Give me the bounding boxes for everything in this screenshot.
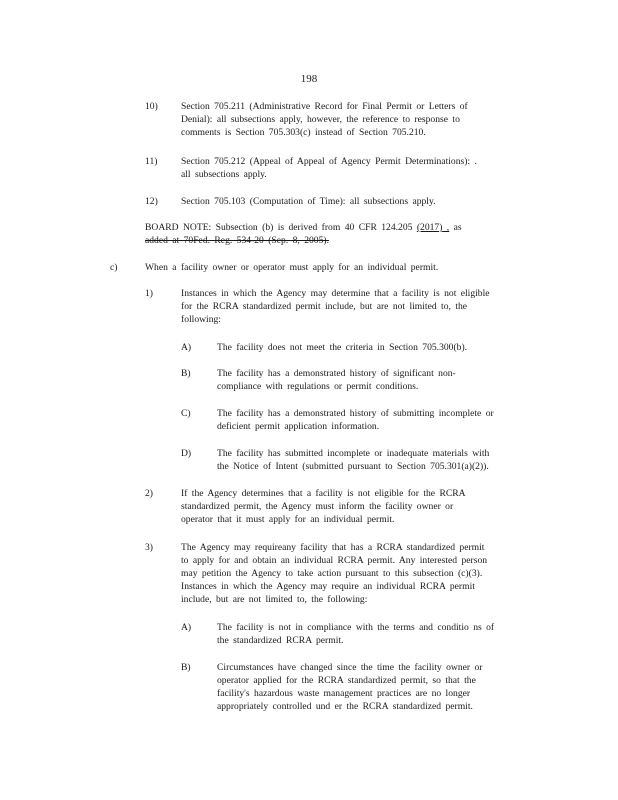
text-line: compliance with regulations or permit conditions.: [217, 381, 419, 392]
item-12: [0, 195, 618, 209]
text-line: appropriately controlled und er the RCRA standardized permit.: [217, 701, 473, 712]
item-c-1: [0, 287, 618, 327]
text-line: Section 705.211 (Administrative Record for Final Permit or Letters of: [181, 101, 468, 112]
item-number: c): [110, 262, 118, 273]
text-line: Instances in which the Agency may require an individual RCRA permit: [181, 581, 475, 592]
item-number: 3): [145, 542, 153, 553]
item-number: 1): [145, 288, 153, 299]
text-line: The facility is not in compliance with the terms and conditio ns of: [217, 622, 495, 633]
text-line: facility's hazardous waste management practices are no longer: [217, 688, 471, 699]
text-line: The facility does not meet the criteria in Section 705.300(b).: [217, 342, 468, 353]
item-number: 10): [145, 101, 158, 112]
item-c-1-A: [0, 341, 618, 355]
item-number: A): [181, 342, 192, 353]
text-line: following:: [181, 314, 221, 325]
text-line: The facility has a demonstrated history of submitting incomplete or: [217, 408, 494, 419]
item-c-3-A: [0, 621, 618, 649]
text-line: Denial): all subsections apply, however, the reference to response to: [181, 114, 460, 125]
text-line: When a facility owner or operator must apply for an individual permit.: [145, 262, 439, 273]
item-number: D): [181, 448, 192, 459]
text-line: comments is Section 705.303(c) instead of Section 705.210.: [181, 127, 426, 138]
text-line: for the RCRA standardized permit include, but are not limited to, the: [181, 301, 468, 312]
item-number: C): [181, 408, 191, 419]
item-10: [0, 100, 618, 140]
text-line: operator applied for the RCRA standardized permit, so that the: [217, 675, 476, 686]
text-line: Section 705.212 (Appeal of Appeal of Agency Permit Determinations): .: [181, 156, 477, 167]
item-number: 12): [145, 196, 158, 207]
text-line: Circumstances have changed since the time the facility owner or: [217, 662, 483, 673]
item-number: A): [181, 622, 192, 633]
text-line: may petition the Agency to take action pursuant to this subsection (c)(3).: [181, 568, 483, 579]
text-line: The facility has submitted incomplete or inadequate materials with: [217, 448, 490, 459]
text-line: include, but are not limited to, the following:: [181, 594, 368, 605]
text-line: the standardized RCRA permit.: [217, 635, 344, 646]
item-c-1-C: [0, 407, 618, 435]
text-line: all subsections apply.: [181, 169, 267, 180]
item-c-2: [0, 487, 618, 527]
text-line: to apply for and obtain an individual RCRA permit. Any interested person: [181, 555, 488, 566]
text-line: The facility has a demonstrated history of significant non-: [217, 368, 456, 379]
item-c-3: [0, 541, 618, 607]
text-line: standardized permit, the Agency must inform the facility owner or: [181, 501, 454, 512]
text-line: the Notice of Intent (submitted pursuant to Section 705.301(a)(2)).: [217, 461, 489, 472]
item-11: [0, 155, 618, 183]
text-line: Instances in which the Agency may determine that a facility is not eligible: [181, 288, 490, 299]
item-number: B): [181, 662, 191, 673]
text-line: The Agency may requireany facility that has a RCRA standardized permit: [181, 542, 485, 553]
item-c-1-D: [0, 447, 618, 475]
text-line: If the Agency determines that a facility is not eligible for the RCRA: [181, 488, 466, 499]
text-line: deficient permit application information.: [217, 421, 380, 432]
item-number: 2): [145, 488, 153, 499]
item-c-1-B: [0, 367, 618, 395]
page-number: 198: [300, 73, 318, 85]
subsection-c: [0, 261, 618, 275]
board-note: [145, 221, 525, 249]
board-note-line-2-deleted: added at 70Fed. Reg. 534-20 (Sep. 8, 2005).: [145, 235, 329, 246]
text-line: operator that it must apply for an individual permit.: [181, 514, 395, 525]
item-number: B): [181, 368, 191, 379]
item-c-3-B: [0, 661, 618, 715]
board-note-line-1: BOARD NOTE: Subsection (b) is derived from 40 CFR 124.205 (2017) , as: [145, 222, 462, 233]
item-number: 11): [145, 156, 158, 167]
text-line: Section 705.103 (Computation of Time): all subsections apply.: [181, 196, 436, 207]
